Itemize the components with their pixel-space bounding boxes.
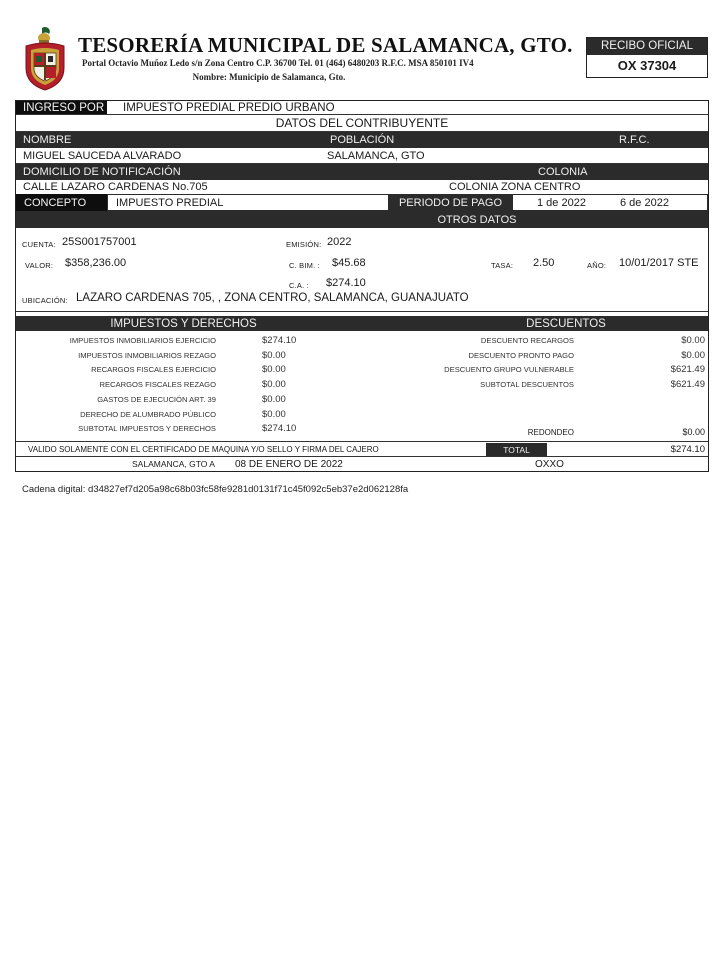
descuento-label: DESCUENTO PRONTO PAGO (468, 350, 574, 360)
impuesto-label: IMPUESTOS INMOBILIARIOS EJERCICIO (69, 336, 216, 345)
impuesto-amount: $0.00 (262, 379, 286, 391)
impuesto-item (16, 422, 356, 436)
redondeo-label: REDONDEO (527, 428, 574, 437)
emision-label: EMISIÓN: (286, 240, 322, 249)
nombre-header-row (16, 132, 708, 148)
ingreso-label: INGRESO POR (16, 101, 107, 114)
descuentos-list (356, 334, 708, 394)
periodo-desde: 1 de 2022 (537, 196, 586, 209)
total-amount: $274.10 (670, 443, 705, 455)
validez-text: VALIDO SOLAMENTE CON EL CERTIFICADO DE MAQUINA Y/O SELLO Y FIRMA DEL CAJERO (28, 444, 379, 454)
impuestos-title: IMPUESTOS Y DERECHOS (110, 317, 257, 330)
concepto-row (16, 194, 708, 211)
impuestos-list (16, 334, 356, 440)
nombre-value: MIGUEL SAUCEDA ALVARADO (23, 149, 182, 162)
ca-value: $274.10 (326, 277, 366, 289)
descuento-label: DESCUENTO GRUPO VULNERABLE (444, 365, 574, 374)
emision-value: 2022 (327, 236, 352, 248)
impuesto-amount: $0.00 (262, 349, 286, 361)
contribuyente-section-title: DATOS DEL CONTRIBUYENTE (275, 116, 449, 130)
impuesto-item (16, 408, 356, 422)
concepto-label: CONCEPTO (16, 194, 107, 211)
cadena-digital (22, 484, 408, 495)
domicilio-header-row (16, 164, 708, 180)
poblacion-label: POBLACIÓN (330, 134, 395, 146)
ca-label: C.A. : (289, 281, 309, 290)
impuesto-item (16, 378, 356, 392)
colonia-label: COLONIA (538, 166, 588, 178)
ingreso-row (16, 101, 708, 115)
domicilio-value: CALLE LAZARO CARDENAS No.705 (23, 181, 208, 193)
descuento-amount: $0.00 (681, 349, 705, 361)
cbim-label: C. BIM. : (289, 261, 320, 270)
impuesto-item (16, 334, 356, 348)
caja-value: OXXO (535, 458, 564, 470)
ubicacion-label: UBICACIÓN: (22, 296, 68, 305)
ubicacion-value: LAZARO CARDENAS 705, , ZONA CENTRO, SALAMANCA, GUANAJUATO (76, 292, 469, 304)
contribuyente-title-row (16, 115, 708, 132)
descuento-label: SUBTOTAL DESCUENTOS (480, 379, 574, 389)
impuesto-label: IMPUESTOS INMOBILIARIOS REZAGO (78, 350, 216, 360)
concepto-value: IMPUESTO PREDIAL (108, 195, 388, 210)
impuesto-label: DERECHO DE ALUMBRADO PÚBLICO (80, 409, 216, 419)
impuesto-amount: $274.10 (262, 335, 297, 346)
descuento-amount: $0.00 (681, 335, 705, 346)
impuesto-item (16, 393, 356, 407)
receipt-number: OX 37304 (617, 58, 677, 73)
ingreso-value: IMPUESTO PREDIAL PREDIO URBANO (123, 101, 335, 114)
treasury-name: Nombre: Municipio de Salamanca, Gto. (192, 72, 346, 82)
nombre-value-row (16, 148, 708, 164)
municipal-coat-of-arms-icon (22, 26, 68, 92)
receipt-number-box (586, 37, 708, 78)
descuento-item (356, 349, 708, 363)
receipt-table (15, 100, 709, 472)
cadena-value: d34827ef7d205a98c68b03fc58fe9281d0131f71c45f092c5eb37e2d062128fa (88, 484, 409, 495)
otros-datos-title: OTROS DATOS (437, 213, 517, 226)
impuesto-label: GASTOS DE EJECUCIÓN ART. 39 (97, 394, 216, 404)
cuenta-label: CUENTA: (22, 240, 56, 249)
treasury-address: Portal Octavio Muñoz Ledo s/n Zona Centro C.P. 36700 Tel. 01 (464) 6480203 R.F.C. MSA 850101 IV4 (82, 58, 474, 68)
fecha-row (16, 457, 708, 471)
redondeo-amount: $0.00 (682, 427, 705, 437)
anio-value: 10/01/2017 STE (619, 257, 699, 269)
valor-value: $358,236.00 (65, 257, 127, 269)
rfc-value (619, 148, 699, 163)
total-label: TOTAL (486, 443, 547, 456)
otros-datos-body (16, 228, 708, 312)
descuento-item (356, 334, 708, 348)
cbim-value: $45.68 (332, 257, 366, 269)
domicilio-label: DOMICILIO DE NOTIFICACIÓN (23, 166, 181, 178)
descuento-item (356, 363, 708, 377)
impuesto-amount: $0.00 (262, 393, 286, 405)
otros-datos-title-row (16, 211, 708, 228)
total-row (16, 441, 708, 457)
impuesto-amount: $274.10 (262, 423, 297, 435)
descuento-amount: $621.49 (670, 364, 705, 375)
impuesto-amount: $0.00 (262, 408, 286, 420)
impuesto-label: RECARGOS FISCALES EJERCICIO (91, 365, 216, 375)
periodo-values (513, 195, 707, 210)
domicilio-value-row (16, 180, 708, 194)
descuento-label: DESCUENTO RECARGOS (480, 336, 574, 345)
anio-label: AÑO: (587, 261, 607, 270)
conceptos-header-row (16, 316, 708, 331)
fecha-value: 08 DE ENERO DE 2022 (235, 458, 343, 470)
nombre-label: NOMBRE (23, 134, 72, 146)
impuesto-item (16, 363, 356, 377)
valor-label: VALOR: (25, 261, 54, 270)
descuentos-title: DESCUENTOS (526, 317, 606, 330)
cuenta-value: 25S001757001 (62, 236, 137, 248)
periodo-label: PERIODO DE PAGO (388, 194, 513, 211)
colonia-value: COLONIA ZONA CENTRO (449, 181, 581, 193)
impuesto-amount: $0.00 (262, 364, 286, 376)
impuesto-item (16, 349, 356, 363)
cadena-label: Cadena digital: (22, 484, 86, 495)
page-title: TESORERÍA MUNICIPAL DE SALAMANCA, GTO. (78, 33, 573, 57)
rfc-label: R.F.C. (619, 134, 650, 146)
lugar-label: SALAMANCA, GTO A (132, 459, 215, 469)
descuento-amount: $621.49 (670, 378, 705, 390)
poblacion-value: SALAMANCA, GTO (327, 149, 425, 162)
periodo-hasta: 6 de 2022 (620, 196, 669, 209)
tasa-value: 2.50 (533, 257, 555, 269)
receipt-label: RECIBO OFICIAL (587, 38, 707, 55)
impuesto-label: SUBTOTAL IMPUESTOS Y DERECHOS (78, 424, 216, 434)
tasa-label: TASA: (491, 261, 514, 270)
impuesto-label: RECARGOS FISCALES REZAGO (99, 380, 216, 390)
redondeo-row (356, 425, 708, 439)
descuento-item (356, 378, 708, 392)
